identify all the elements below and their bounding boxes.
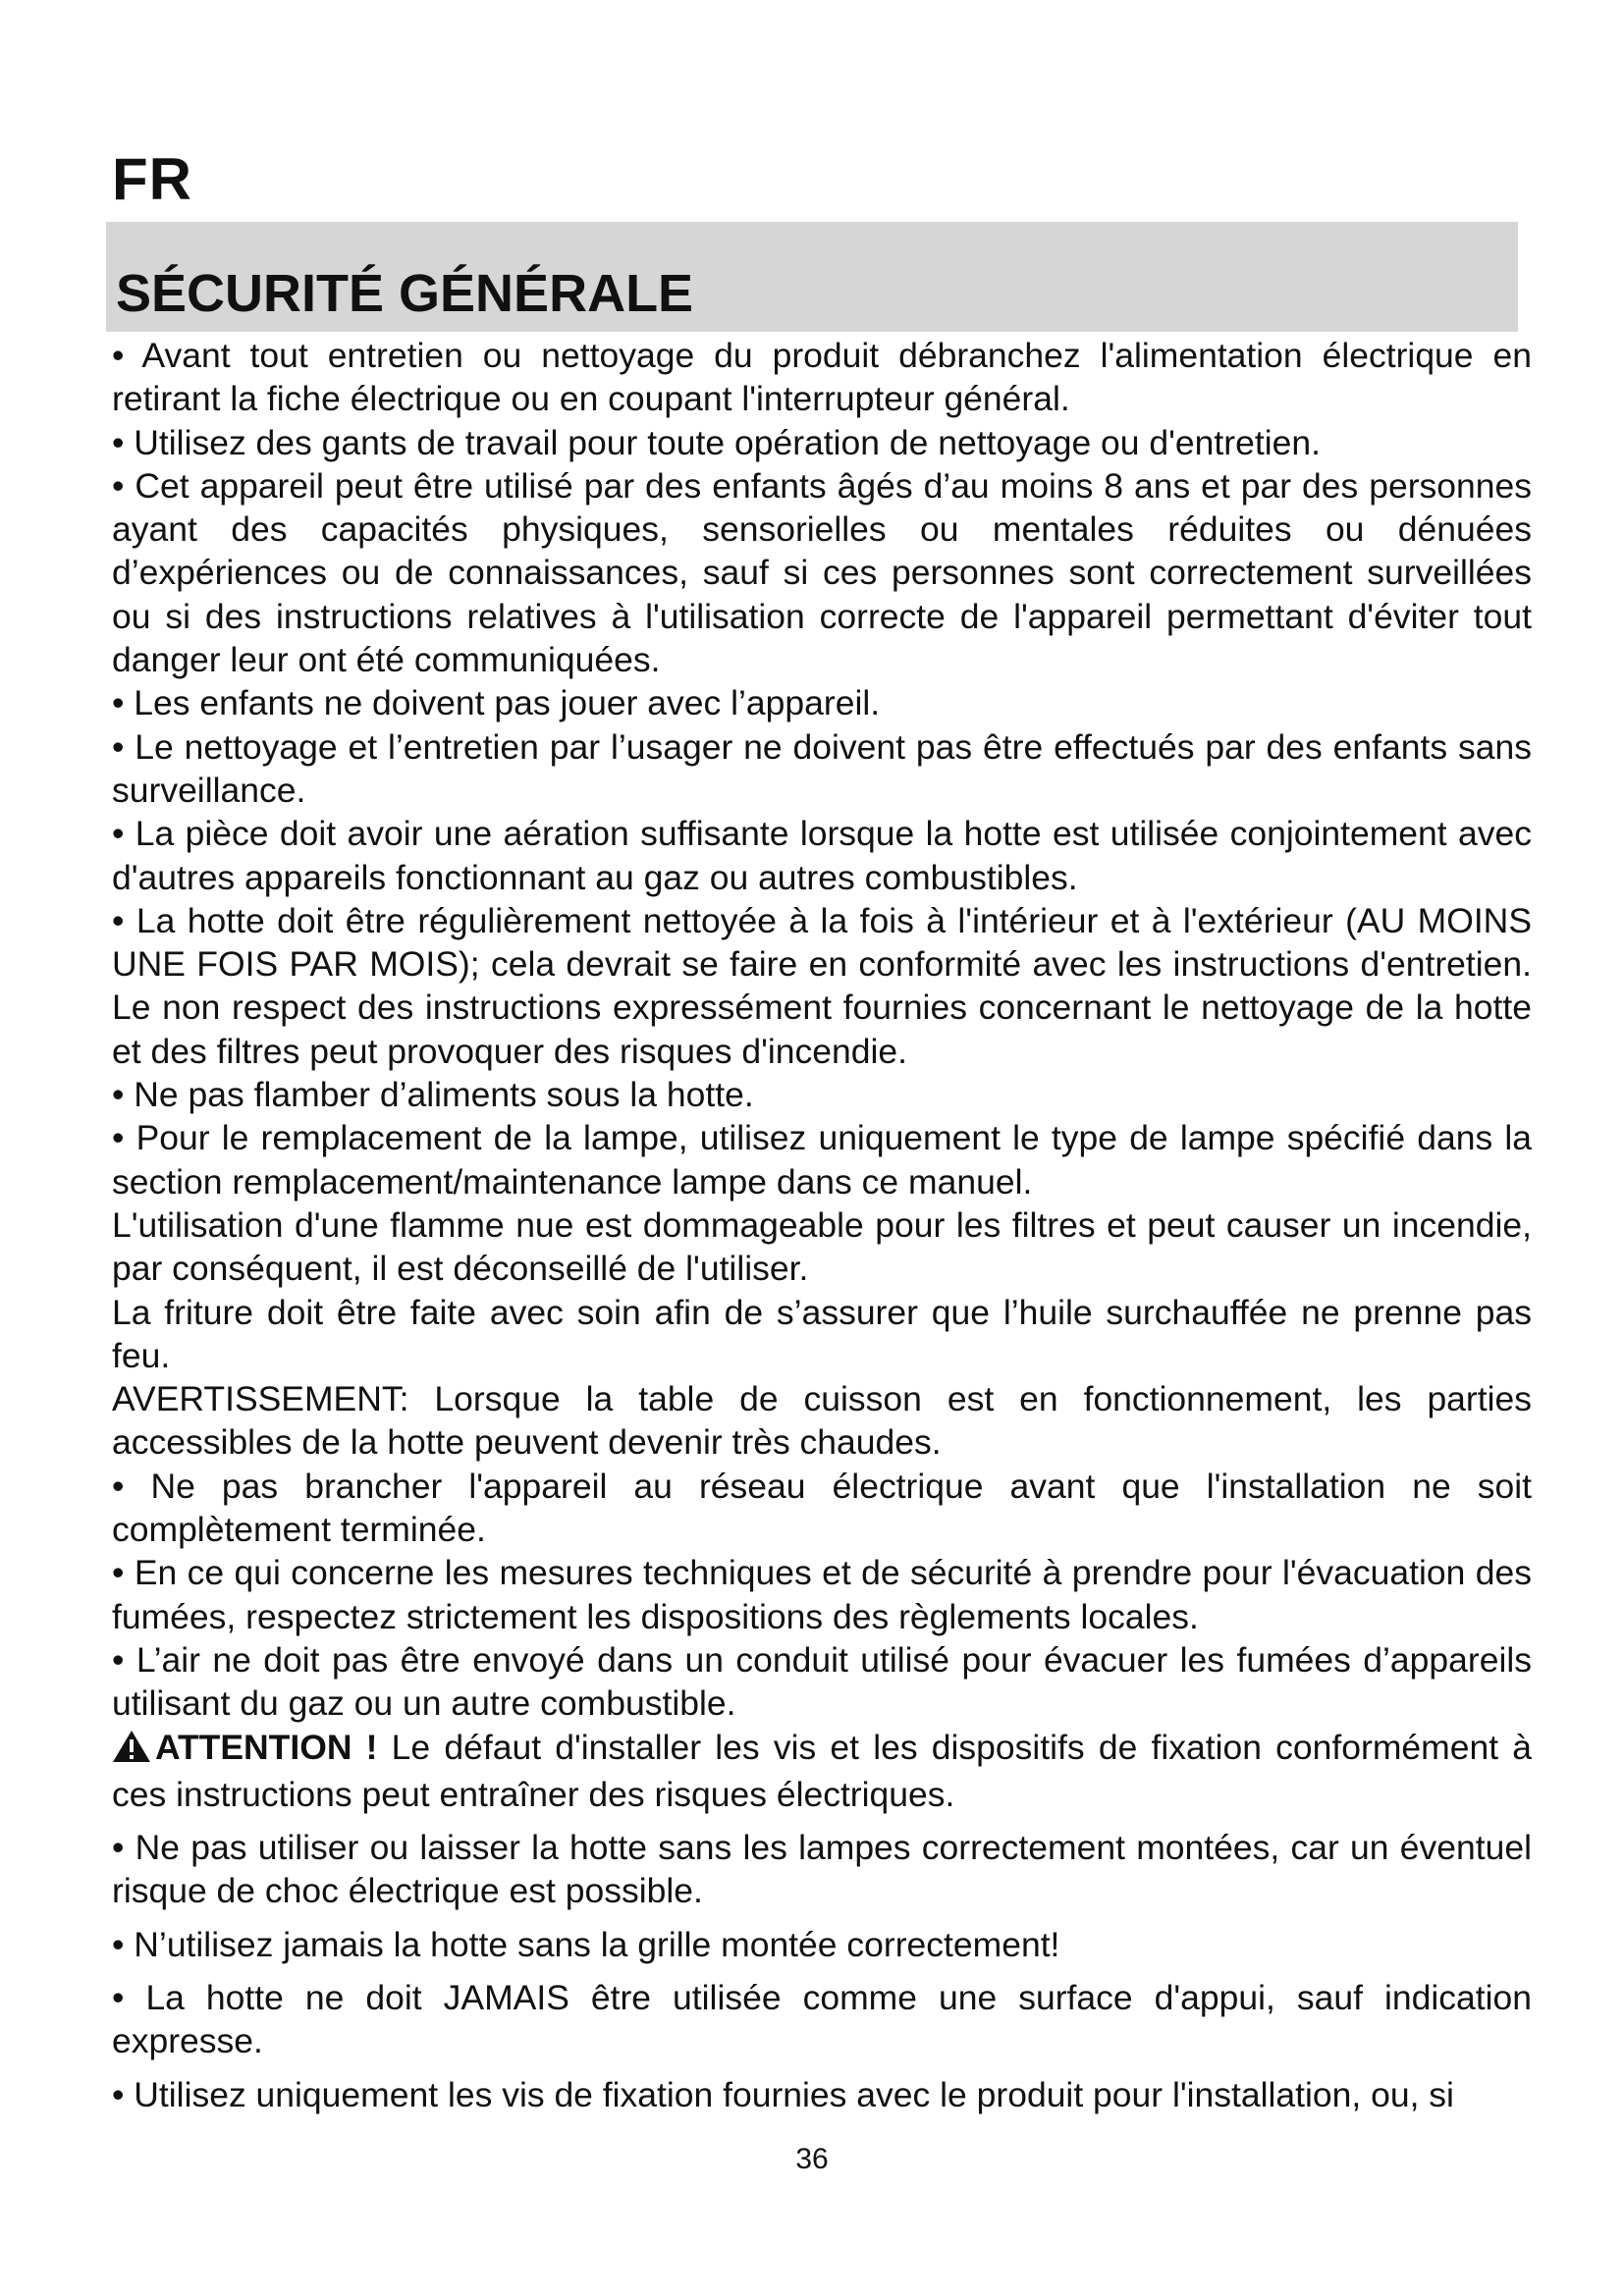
- document-body: [112, 334, 1532, 2116]
- paragraph: • Ne pas utiliser ou laisser la hotte sans les lampes correctement montées, car un éventuel risque de choc électrique est possible.: [112, 1828, 1532, 1911]
- attention-label: ATTENTION !: [155, 1727, 378, 1767]
- paragraph: La friture doit être faite avec soin afin de s’assurer que l’huile surchauffée ne prenne pas feu.: [112, 1292, 1532, 1375]
- paragraph: • Avant tout entretien ou nettoyage du produit débranchez l'alimentation électrique en retirant la fiche électrique ou en coupant l'interrupteur général.: [112, 336, 1532, 419]
- attention-paragraph: [112, 1726, 1532, 1817]
- paragraph: • En ce qui concerne les mesures techniques et de sécurité à prendre pour l'évacuation des fumées, respectez strictement les dispositions des règlements locales.: [112, 1553, 1532, 1636]
- paragraph: • La hotte ne doit JAMAIS être utilisée comme une surface d'appui, sauf indication expresse.: [112, 1977, 1532, 2061]
- paragraph: • N’utilisez jamais la hotte sans la grille montée correctement!: [112, 1924, 1060, 1964]
- paragraph: • Cet appareil peut être utilisé par des enfants âgés d’au moins 8 ans et par des personnes ayant des capacités physiques, sensorielles ou mentales réduites ou dénuées d’expériences ou de connaissances, sauf si ces personnes sont correctement surveillées ou si des instructions relatives à l'utilisation correcte de l'appareil permettant d'éviter tout danger leur ont été communiquées.: [112, 465, 1532, 680]
- section-title: SÉCURITÉ GÉNÉRALE: [116, 264, 694, 323]
- paragraph: • La hotte doit être régulièrement nettoyée à la fois à l'intérieur et à l'extérieur (AU MOINS UNE FOIS PAR MOIS); cela devrait se faire en conformité avec les instructions d'entretien. Le non respect des instructions expressément fournies concernant le nettoyage de la hotte et des filtres peut provoquer des risques d'incendie.: [112, 900, 1532, 1071]
- paragraph: • Ne pas flamber d’aliments sous la hotte.: [112, 1075, 754, 1115]
- paragraph: L'utilisation d'une flamme nue est dommageable pour les filtres et peut causer un incendie, par conséquent, il est déconseillé de l'utiliser.: [112, 1204, 1532, 1289]
- attention-text: Le défaut d'installer les vis et les dispositifs de fixation conformément à ces instructions peut entraîner des risques électriques.: [112, 1727, 1533, 1814]
- paragraph: • Pour le remplacement de la lampe, utilisez uniquement le type de lampe spécifié dans la section remplacement/maintenance lampe dans ce manuel.: [112, 1118, 1532, 1201]
- paragraph: • Le nettoyage et l’entretien par l’usager ne doivent pas être effectués par des enfants sans surveillance.: [112, 726, 1532, 810]
- paragraph: AVERTISSEMENT: Lorsque la table de cuisson est en fonctionnement, les parties accessibles de la hotte peuvent devenir très chaudes.: [112, 1379, 1532, 1463]
- paragraph: • La pièce doit avoir une aération suffisante lorsque la hotte est utilisée conjointement avec d'autres appareils fonctionnant au gaz ou autres combustibles.: [112, 814, 1532, 897]
- paragraph: • Ne pas brancher l'appareil au réseau électrique avant que l'installation ne soit complètement terminée.: [112, 1466, 1532, 1550]
- paragraph: • Utilisez des gants de travail pour toute opération de nettoyage ou d'entretien.: [112, 422, 1321, 462]
- page-number: 36: [795, 2143, 829, 2175]
- paragraph: • Les enfants ne doivent pas jouer avec l’appareil.: [112, 683, 881, 723]
- warning-triangle-icon: [112, 1730, 151, 1773]
- language-code: FR: [112, 146, 192, 212]
- paragraph: • Utilisez uniquement les vis de fixation fournies avec le produit pour l'installation, ou, si: [112, 2074, 1454, 2114]
- paragraph: • L’air ne doit pas être envoyé dans un conduit utilisé pour évacuer les fumées d’appareils utilisant du gaz ou un autre combustible.: [112, 1639, 1532, 1724]
